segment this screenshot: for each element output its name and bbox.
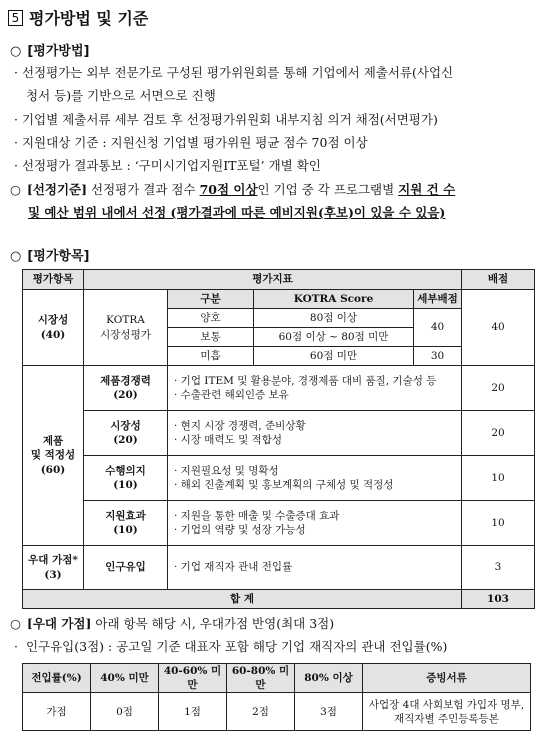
bonus-td: 1점 xyxy=(159,693,227,731)
circle-bullet-icon: ○ xyxy=(10,249,22,264)
sub-header-div: 구분 xyxy=(168,290,254,309)
bonus-heading: [우대 가점] xyxy=(26,616,92,631)
table-row xyxy=(23,366,535,411)
bonus-th: 40% 미만 xyxy=(91,664,159,693)
market-category: 시장성 (40) xyxy=(23,290,84,366)
bonus-sub-item: 인구유입 xyxy=(84,546,168,590)
sub-item-desc: · 기업 ITEM 및 활용분야, 경쟁제품 대비 품질, 기술성 등 · 수출관련 해외인증 보유 xyxy=(168,366,462,411)
table-header-row xyxy=(23,270,535,290)
bonus-desc: · 기업 재직자 관내 전입률 xyxy=(168,546,462,590)
bonus-th: 40-60% 미만 xyxy=(159,664,227,693)
bonus-table-row xyxy=(23,693,531,731)
bonus-heading-line: ○ [우대 가점] 아래 항목 해당 시, 우대가점 반영(최대 3점) xyxy=(10,616,335,631)
dot-bullet-icon: · xyxy=(14,158,18,173)
eval-items-table xyxy=(22,269,535,609)
header-indicator: 평가지표 xyxy=(84,270,462,290)
eval-method-item-3: · 지원대상 기준 : 지원신청 기업별 평가위원 평균 점수 70점 이상 xyxy=(14,135,368,150)
criteria-heading: [선정기준] xyxy=(26,182,88,197)
circle-bullet-icon: ○ xyxy=(10,44,22,59)
dot-bullet-icon: · xyxy=(14,112,18,127)
section-title-text: 평가방법 및 기준 xyxy=(29,9,149,28)
total-row xyxy=(23,590,535,609)
table-row xyxy=(23,546,535,590)
bonus-td: 2점 xyxy=(227,693,295,731)
market-points: 40 xyxy=(462,290,535,366)
total-points: 103 xyxy=(462,590,535,609)
sub-item-desc: · 지원필요성 및 명확성 · 해외 진출계획 및 홍보계획의 구체성 및 적정성 xyxy=(168,456,462,501)
bonus-td: 가점 xyxy=(23,693,91,731)
bonus-th: 전입률(%) xyxy=(23,664,91,693)
sub-item-name: 시장성 (20) xyxy=(84,411,168,456)
bonus-th: 60-80% 미만 xyxy=(227,664,295,693)
product-category: 제품 및 적정성 (60) xyxy=(23,366,84,546)
dot-bullet-icon: · xyxy=(14,135,18,150)
bonus-table-header xyxy=(23,664,531,693)
dot-bullet-icon: · xyxy=(14,639,18,654)
header-item: 평가항목 xyxy=(23,270,84,290)
sub-item-name: 수행의지 (10) xyxy=(84,456,168,501)
eval-method-heading: ○ [평가방법] xyxy=(10,44,90,59)
sub-item-points: 20 xyxy=(462,366,535,411)
grade-cell: 보통 xyxy=(168,328,254,347)
kotra-cell: KOTRA 시장성평가 xyxy=(84,290,168,366)
table-row xyxy=(23,501,535,546)
sub-item-name: 제품경쟁력 (20) xyxy=(84,366,168,411)
grade-cell: 양호 xyxy=(168,309,254,328)
sub-header-kotra-score: KOTRA Score xyxy=(254,290,414,309)
sub-item-desc: · 지원을 통한 매출 및 수출증대 효과 · 기업의 역량 및 성장 가능성 xyxy=(168,501,462,546)
eval-method-item-1: · 선정평가는 외부 전문가로 구성된 평가위원회를 통해 기업에서 제출서류(사업신 xyxy=(14,65,454,80)
sub-item-desc: · 현지 시장 경쟁력, 준비상황 · 시장 매력도 및 적합성 xyxy=(168,411,462,456)
total-label: 합 계 xyxy=(23,590,462,609)
bonus-points: 3 xyxy=(462,546,535,590)
sub-item-points: 10 xyxy=(462,501,535,546)
table-row xyxy=(23,411,535,456)
sub-item-points: 20 xyxy=(462,411,535,456)
header-points: 배점 xyxy=(462,270,535,290)
range-cell: 60점 미만 xyxy=(254,347,414,366)
sub-item-name: 지원효과 (10) xyxy=(84,501,168,546)
eval-method-item-2: · 기업별 제출서류 세부 검토 후 선정평가위원회 내부지침 의거 채점(서면평가) xyxy=(14,112,438,127)
criteria-line-2: 및 예산 범위 내에서 선정 (평가결과에 따른 예비지원(후보)이 있을 수 있음) xyxy=(28,205,446,220)
bonus-th: 80% 이상 xyxy=(295,664,363,693)
table-row xyxy=(23,290,535,309)
range-cell: 80점 이상 xyxy=(254,309,414,328)
bonus-td: 3점 xyxy=(295,693,363,731)
range-cell: 60점 이상 ~ 80점 미만 xyxy=(254,328,414,347)
eval-items-heading: ○ [평가항목] xyxy=(10,249,90,264)
bonus-category: 우대 가점* (3) xyxy=(23,546,84,590)
grade-cell: 미흡 xyxy=(168,347,254,366)
circle-bullet-icon: ○ xyxy=(10,616,21,631)
detail-40: 40 xyxy=(414,309,462,347)
bonus-docs: 사업장 4대 사회보험 가입자 명부, 재직자별 주민등록등본 xyxy=(363,693,531,731)
criteria-line-1: ○ [선정기준] 선정평가 결과 점수 70점 이상인 기업 중 각 프로그램별 지원 건 수 xyxy=(10,182,456,197)
eval-method-item-4: · 선정평가 결과통보 : ‘구미시기업지원IT포털’ 개별 확인 xyxy=(14,158,321,173)
criteria-score: 70점 이상 xyxy=(199,182,258,197)
dot-bullet-icon: · xyxy=(14,65,18,80)
bonus-td: 0점 xyxy=(91,693,159,731)
bonus-sub-line: · 인구유입(3점) : 공고일 기준 대표자 포함 해당 기업 재직자의 관내 전입률(%) xyxy=(14,639,448,654)
sub-header-detail: 세부배점 xyxy=(414,290,462,309)
section-title xyxy=(8,6,148,29)
table-row xyxy=(23,456,535,501)
section-number: 5 xyxy=(8,10,23,26)
bonus-table xyxy=(22,663,531,731)
sub-item-points: 10 xyxy=(462,456,535,501)
eval-method-item-1-cont: 청서 등)를 기반으로 서면으로 진행 xyxy=(26,88,216,103)
circle-bullet-icon: ○ xyxy=(10,182,21,197)
detail-30: 30 xyxy=(414,347,462,366)
bonus-th: 증빙서류 xyxy=(363,664,531,693)
